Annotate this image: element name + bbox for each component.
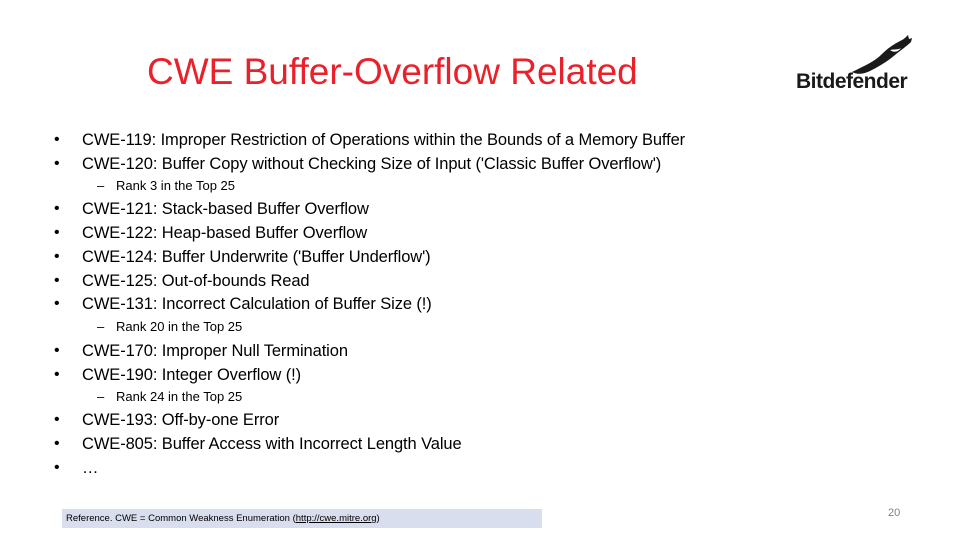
bullet-dot: • bbox=[54, 155, 60, 172]
bullet-dot: • bbox=[54, 342, 60, 359]
sub-bullet-text: Rank 24 in the Top 25 bbox=[116, 389, 243, 404]
reference-footnote bbox=[62, 509, 542, 528]
sub-bullet-dash: – bbox=[97, 389, 105, 404]
bullet-text: CWE-119: Improper Restriction of Operations within the Bounds of a Memory Buffer bbox=[82, 131, 686, 149]
bullet-text: CWE-120: Buffer Copy without Checking Size of Input ('Classic Buffer Overflow') bbox=[82, 155, 662, 173]
sub-bullet-text: Rank 3 in the Top 25 bbox=[116, 178, 236, 193]
bullet-text: CWE-124: Buffer Underwrite ('Buffer Underflow') bbox=[82, 248, 431, 266]
bullet-text: CWE-122: Heap-based Buffer Overflow bbox=[82, 224, 368, 242]
reference-suffix: ) bbox=[376, 513, 380, 524]
bullet-dot: • bbox=[54, 248, 60, 265]
reference-prefix: Reference. CWE = Common Weakness Enumeration ( bbox=[66, 513, 296, 524]
sub-bullet-dash: – bbox=[97, 319, 105, 334]
bullet-text: CWE-190: Integer Overflow (!) bbox=[82, 366, 301, 384]
bullet-dot: • bbox=[54, 411, 60, 428]
bullet-text: CWE-121: Stack-based Buffer Overflow bbox=[82, 200, 369, 218]
reference-text bbox=[66, 511, 380, 526]
bullet-dot: • bbox=[54, 295, 60, 312]
bullet-text: CWE-125: Out-of-bounds Read bbox=[82, 272, 310, 290]
bullet-dot: • bbox=[54, 272, 60, 289]
bullet-text: CWE-193: Off-by-one Error bbox=[82, 411, 280, 429]
bullet-text: … bbox=[82, 459, 99, 477]
bullet-dot: • bbox=[54, 435, 60, 452]
page-number: 20 bbox=[888, 507, 901, 519]
bullet-dot: • bbox=[54, 131, 60, 148]
bullet-dot: • bbox=[54, 200, 60, 217]
sub-bullet-dash: – bbox=[97, 178, 105, 193]
bullet-text: CWE-805: Buffer Access with Incorrect Length Value bbox=[82, 435, 462, 453]
slide-title: CWE Buffer-Overflow Related bbox=[147, 51, 638, 92]
logo-wordmark: Bitdefender bbox=[796, 70, 908, 93]
bullet-dot: • bbox=[54, 459, 60, 476]
bullet-text: CWE-131: Incorrect Calculation of Buffer Size (!) bbox=[82, 295, 432, 313]
bullet-dot: • bbox=[54, 366, 60, 383]
reference-link[interactable]: http://cwe.mitre.org bbox=[295, 513, 377, 524]
bullet-dot: • bbox=[54, 224, 60, 241]
sub-bullet-text: Rank 20 in the Top 25 bbox=[116, 319, 243, 334]
bullet-text: CWE-170: Improper Null Termination bbox=[82, 342, 348, 360]
